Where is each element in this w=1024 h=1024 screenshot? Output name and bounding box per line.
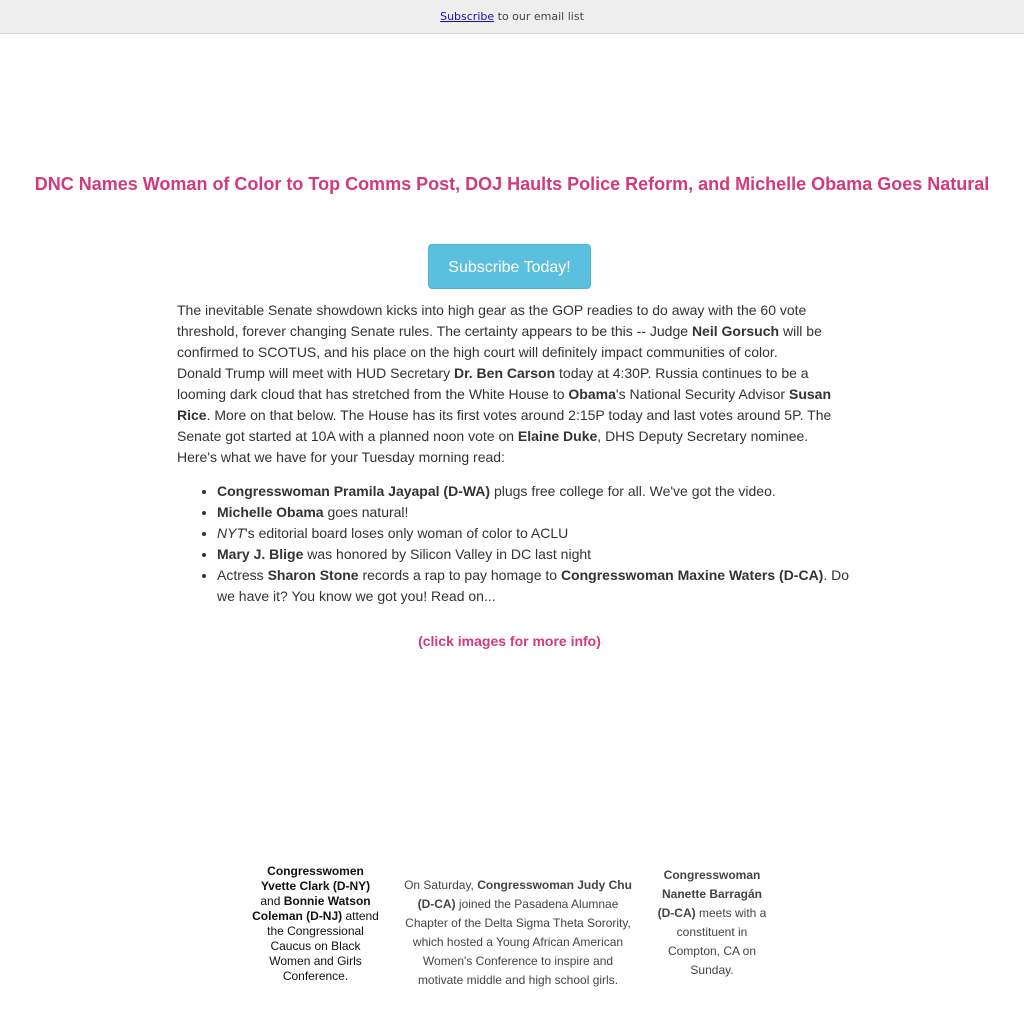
- name-obama: Obama: [568, 386, 616, 402]
- list-item: • NYT's editorial board loses only woman of color to ACLU: [217, 523, 857, 544]
- subscribe-bar: [0, 0, 1024, 34]
- subscribe-link[interactable]: Subscribe: [440, 10, 495, 23]
- name-elaine-duke: Elaine Duke: [517, 428, 598, 444]
- list-item: • Actress Sharon Stone records a rap to pay homage to Congresswoman Maxine Waters (D-CA). Do we have it? You know we got you! Read on...: [217, 565, 857, 607]
- subscribe-today-button[interactable]: Subscribe Today!: [428, 244, 591, 289]
- list-item: • Michelle Obama goes natural!: [217, 502, 857, 523]
- photo-caption-nanette-barragan: Congresswoman Nanette Barragán (D-CA) meets with a constituent in Compton, CA on Sunday.: [657, 868, 767, 977]
- click-images-note: (click images for more info): [418, 633, 601, 649]
- name-ben-carson: Dr. Ben Carson: [453, 365, 556, 381]
- name-susan-rice: Susan Rice: [177, 386, 831, 423]
- highlights-list: [177, 481, 857, 607]
- list-item: • Mary J. Blige was honored by Silicon Valley in DC last night: [217, 544, 857, 565]
- newsletter-headline: DNC Names Woman of Color to Top Comms Post, DOJ Haults Police Reform, and Michelle Obama Goes Natural: [34, 174, 990, 194]
- photo-caption-judy-chu: On Saturday, Congresswoman Judy Chu (D-CA) joined the Pasadena Alumnae Chapter of the Delta Sigma Theta Sorority, which hosted a Young African American Women's Conference to inspire and motivate middle and high school girls.: [404, 878, 632, 987]
- list-item: • Congresswoman Pramila Jayapal (D-WA) plugs free college for all. We've got the video.: [217, 481, 857, 502]
- name-neil-gorsuch: Neil Gorsuch: [691, 323, 780, 339]
- subscribe-bar-text: to our email list: [494, 10, 584, 23]
- photo-caption-clark-coleman: Congresswomen Yvette Clark (D-NY) and Bonnie Watson Coleman (D-NJ) attend the Congressional Caucus on Black Women and Girls Conference.: [252, 864, 379, 983]
- intro-paragraph: The inevitable Senate showdown kicks into high gear as the GOP readies to do away with the 60 vote threshold, forever changing Senate rules. The certainty appears to be this -- Judge Neil Gorsuch will be confirmed to SCOTUS, and his place on the high court will definitely impact communities of color. Donald Trump will meet with HUD Secretary Dr. Ben Carson today at 4:30P. Russia continues to be a looming dark cloud that has stretched from the White House to Obama's National Security Advisor Susan Rice. More on that below. The House has its first votes around 2:15P today and last votes around 5P. The Senate got started at 10A with a planned noon vote on Elaine Duke, DHS Deputy Secretary nominee. Here's what we have for your Tuesday morning read:: [177, 302, 832, 465]
